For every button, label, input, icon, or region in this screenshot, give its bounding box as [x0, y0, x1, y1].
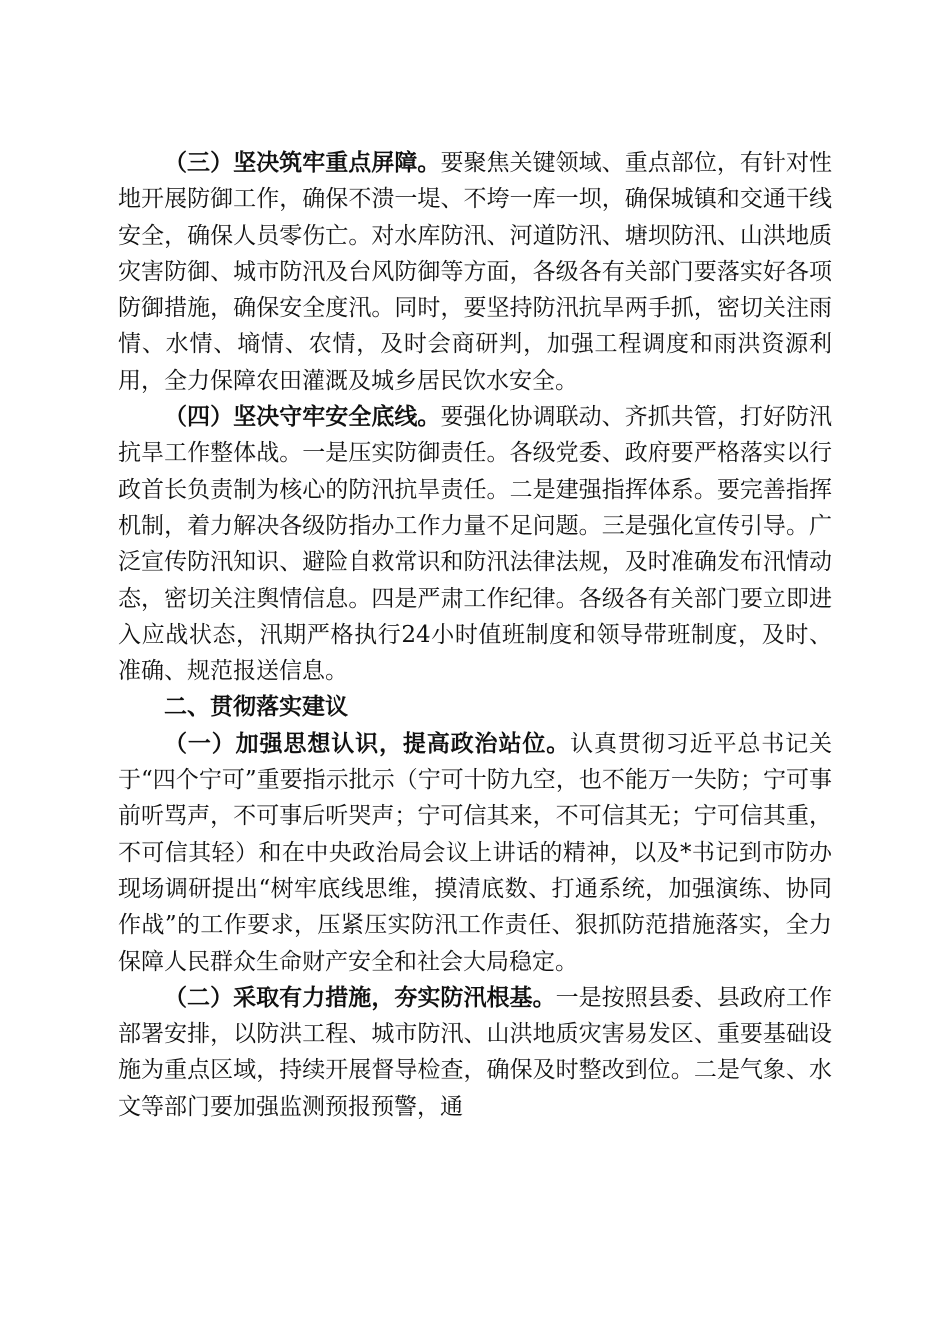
- paragraph-lead: （一）加强思想认识，提高政治站位。: [164, 729, 571, 757]
- document-page: [118, 145, 832, 1125]
- paragraph-lead: （四）坚决守牢安全底线。: [164, 403, 441, 431]
- paragraph-body: 要强化协调联动、齐抓共管，打好防汛抗旱工作整体战。一是压实防御责任。各级党委、政府要严格落实以行政首长负责制为核心的防汛抗旱责任。二是建强指挥体系。要完善指挥机制，着力解决各级防指办工作力量不足问题。三是强化宣传引导。广泛宣传防汛知识、避险自救常识和防汛法律法规，及时准确发布汛情动态，密切关注舆情信息。四是严肃工作纪律。各级各有关部门要立即进入应战状态，汛期严格执行24小时值班制度和领导带班制度，及时、准确、规范报送信息。: [118, 404, 833, 685]
- paragraph-body: 一是按照县委、县政府工作部署安排，以防洪工程、城市防汛、山洪地质灾害易发区、重要基础设施为重点区域，持续开展督导检查，确保及时整改到位。二是气象、水文等部门要加强监测预报预警，通: [118, 984, 833, 1120]
- paragraph-section-1: [118, 726, 832, 980]
- paragraph-body: 认真贯彻习近平总书记关于“四个宁可”重要指示批示（宁可十防九空，也不能万一失防；宁可事前听骂声，不可事后听哭声；宁可信其来，不可信其无；宁可信其重，不可信其轻）和在中央政治局会议上讲话的精神，以及*书记到市防办现场调研提出“树牢底线思维，摸清底数、打通系统，加强演练、协同作战”的工作要求，压紧压实防汛工作责任、狠抓防范措施落实，全力保障人民群众生命财产安全和社会大局稳定。: [118, 730, 833, 975]
- paragraph-4: [118, 399, 832, 689]
- paragraph-section-2: [118, 980, 832, 1125]
- paragraph-3: [118, 145, 832, 399]
- paragraph-lead: （三）坚决筑牢重点屏障。: [164, 149, 441, 176]
- section-heading: 二、贯彻落实建议: [164, 694, 348, 721]
- paragraph-body: 要聚焦关键领域、重点部位，有针对性地开展防御工作，确保不溃一堤、不垮一库一坝，确保城镇和交通干线安全，确保人员零伤亡。对水库防汛、河道防汛、塘坝防汛、山洪地质灾害防御、城市防汛及台风防御等方面，各级各有关部门要落实好各项防御措施，确保安全度汛。同时，要坚持防汛抗旱两手抓，密切关注雨情、水情、墒情、农情，及时会商研判，加强工程调度和雨洪资源利用，全力保障农田灌溉及城乡居民饮水安全。: [118, 150, 833, 394]
- paragraph-lead: （二）采取有力措施，夯实防汛根基。: [164, 983, 556, 1011]
